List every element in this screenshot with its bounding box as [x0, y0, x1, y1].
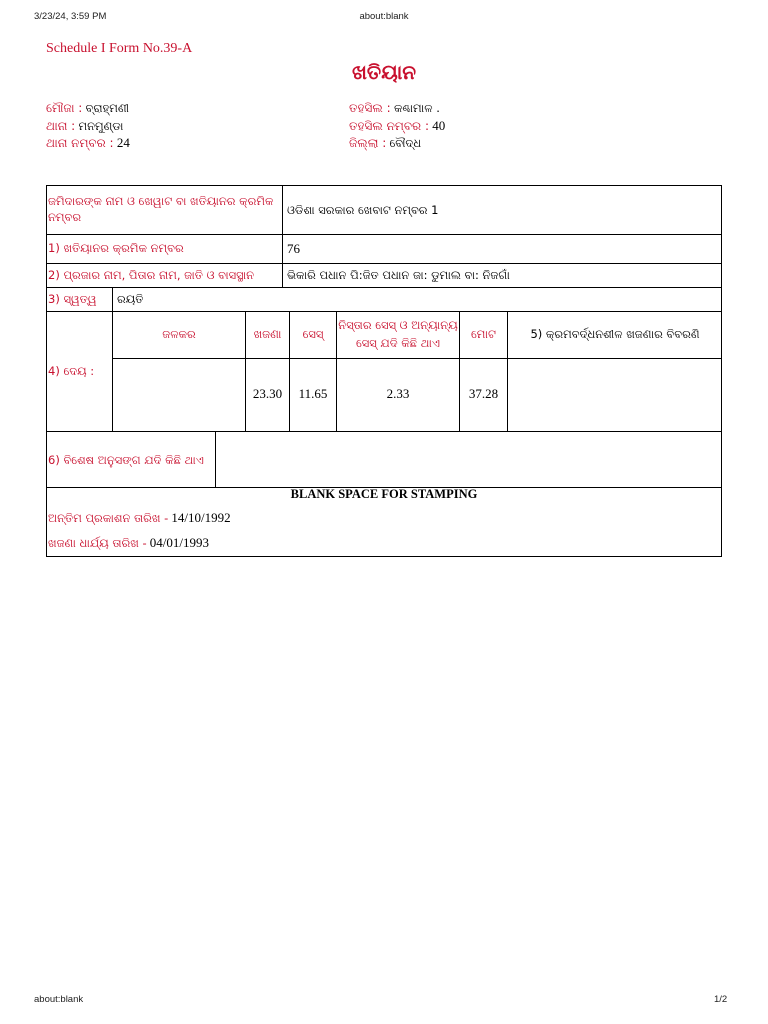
khatiyan-serial-value: 76: [287, 241, 300, 256]
nistar-ses-header-line2: ସେସ୍ ଯଦି କିଛି ଥାଏ: [355, 336, 441, 350]
mouja-label: ମୌଜା :: [46, 101, 83, 115]
total-header: ମୋଟ: [471, 327, 496, 341]
table-rule: [46, 431, 722, 432]
nistar-ses-header: [337, 316, 459, 352]
table-rule: [46, 287, 722, 288]
zilla-value: ବୌଦ୍ଧ: [389, 136, 422, 150]
table-rule: [46, 263, 722, 264]
progressive-rent-header: 5) କ୍ରମବର୍ଦ୍ଧନଶୀଳ ଖଜଣାର ବିବରଣି: [530, 327, 700, 341]
page-title: ଖତିୟାନ: [351, 60, 417, 84]
print-footer-url: about:blank: [34, 994, 84, 1005]
tahasil-no-label: ତହସିଲ ନମ୍ବର :: [349, 119, 430, 133]
landlord-khewat-value: ଓଡିଶା ସରକାର ଖେବାଟ ନମ୍ବର 1: [287, 203, 439, 217]
print-header-url: about:blank: [359, 11, 409, 22]
tenant-details-value: ଭିକାରି ପଧାନ ପି:ଜିତ ପଧାନ ଜା: ଡୁମାଲ ବା: ନିଜଗାଁ: [287, 268, 510, 282]
tahasil-value: କଣ୍ଢାମାଳ .: [393, 101, 440, 115]
total-value: 37.28: [468, 386, 499, 401]
tahasil-no-value: 40: [432, 118, 446, 133]
right-label: 3) ସ୍ୱତ୍ୱ: [48, 292, 97, 306]
tahasil-no-row: [349, 118, 445, 134]
stamping-area-label: BLANK SPACE FOR STAMPING: [290, 487, 478, 501]
thana-no-row: [46, 135, 130, 151]
table-rule: [46, 311, 722, 312]
khajana-value: 23.30: [252, 386, 283, 401]
tahasil-label: ତହସିଲ :: [349, 101, 391, 115]
table-rule: [112, 287, 113, 431]
rent-fixation-label: ଖଜଣା ଧାର୍ଯ୍ୟ ତାରିଖ -: [48, 536, 147, 550]
landlord-khewat-label: ଜମିଦାରଙ୍କ ନାମ ଓ ଖେୱାଟ ବା ଖତିୟାନର କ୍ରମିକ ନମ୍ବର: [48, 194, 274, 224]
last-publication-row: [48, 510, 231, 526]
rent-fixation-date: 04/01/1993: [149, 535, 209, 550]
jalakara-header: ଜଳକର: [162, 327, 196, 341]
dues-label: 4) ଦେୟ :: [48, 364, 95, 378]
table-rule: [282, 185, 283, 287]
zilla-row: [349, 135, 421, 151]
tahasil-row: [349, 100, 440, 116]
mouja-row: [46, 100, 129, 116]
thana-label: ଥାନା :: [46, 119, 76, 133]
rent-fixation-row: [48, 535, 209, 551]
mouja-value: ବ୍ରାହ୍ମଣୀ: [85, 101, 130, 115]
ses-value: 11.65: [298, 386, 328, 401]
khatiyan-serial-label: 1) ଖତିୟାନର କ୍ରମିକ ନମ୍ବର: [48, 241, 184, 255]
table-rule: [113, 358, 722, 359]
zilla-label: ଜିଲ୍ଲା :: [349, 136, 387, 150]
khajana-header: ଖଜଣା: [253, 327, 282, 341]
last-publication-label: ଅନ୍ତିମ ପ୍ରକାଶନ ତାରିଖ -: [48, 511, 169, 525]
table-rule: [46, 234, 722, 235]
print-datetime: 3/23/24, 3:59 PM: [34, 11, 107, 22]
nistar-ses-value: 2.33: [386, 386, 410, 401]
right-value: ରୟତି: [117, 292, 144, 306]
page-number: 1/2: [714, 994, 728, 1005]
thana-no-label: ଥାନା ନମ୍ବର :: [46, 136, 114, 150]
special-remarks-label: 6) ବିଶେଷ ଅନୁସଙ୍ଗ ଯଦି କିଛି ଥାଏ: [48, 453, 204, 467]
thana-row: [46, 118, 123, 134]
thana-value: ମନମୁଣ୍ଡା: [78, 119, 124, 133]
thana-no-value: 24: [116, 135, 130, 150]
nistar-ses-header-line1: ନିସ୍ତାର ସେସ୍ ଓ ଅନ୍ୟାନ୍ୟ: [338, 318, 458, 332]
schedule-label: Schedule I Form No.39-A: [46, 41, 193, 56]
ses-header: ସେସ୍: [302, 327, 324, 341]
table-rule: [215, 431, 216, 487]
tenant-details-label: 2) ପ୍ରଜାର ନାମ, ପିତାର ନାମ, ଜାତି ଓ ବାସସ୍ଥାନ: [48, 268, 254, 282]
last-publication-date: 14/10/1992: [171, 510, 231, 525]
